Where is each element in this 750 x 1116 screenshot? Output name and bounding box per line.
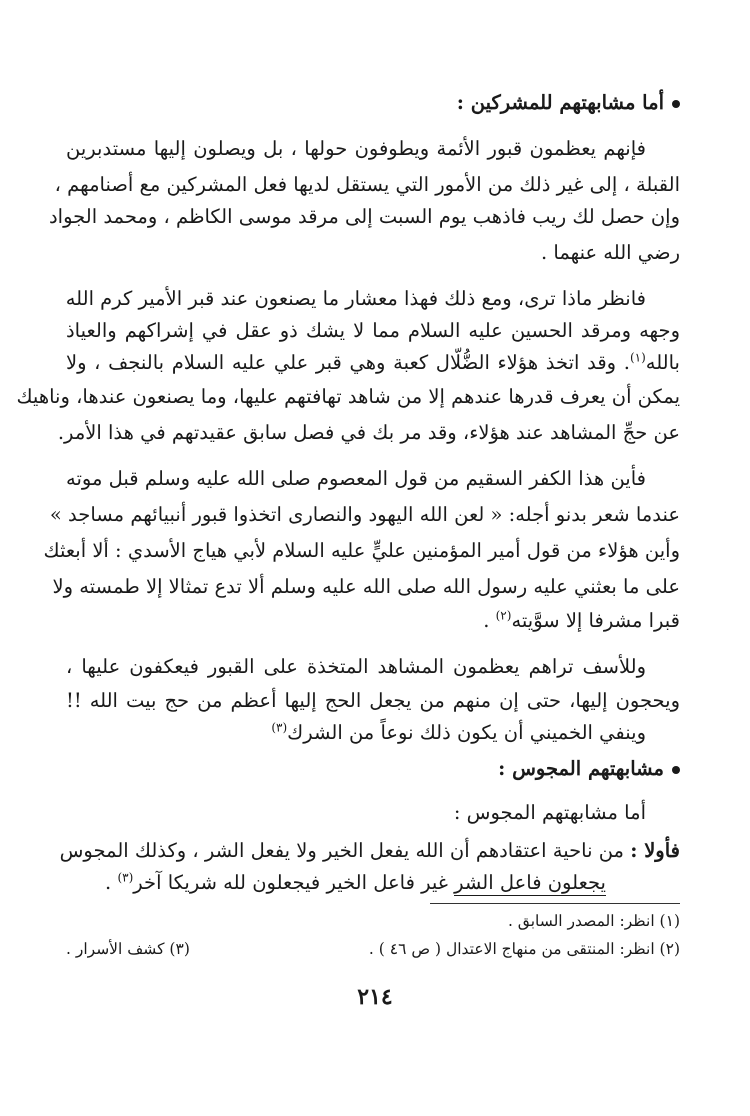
paragraph-line: فانظر ماذا ترى، ومع ذلك فهذا معشار ما يصنعون عند قبر الأمير كرم الله	[65, 287, 646, 310]
paragraph-line: وللأسف تراهم يعظمون المشاهد المتخذة على القبور فيعكفون عليها ،	[66, 655, 646, 678]
footnote-ref: (٣)	[271, 720, 288, 735]
text-span: غير فاعل الخير فيجعلون لله شريكا آخر	[133, 871, 455, 894]
section-heading-polytheists	[66, 90, 680, 116]
text-span: وينفي الخميني أن يكون ذلك نوعاً من الشرك	[287, 721, 646, 744]
bullet-icon	[672, 100, 680, 108]
paragraph-line: رضي الله عنهما .	[540, 241, 680, 264]
paragraph-line: وإن حصل لك ريب فاذهب يوم السبت إلى مرقد موسى الكاظم ، ومحمد الجواد	[49, 205, 680, 228]
paragraph-line: عن حجِّ المشاهد عند هؤلاء، وقد مر بك في فصل سابق عقيدتهم في هذا الأمر.	[57, 421, 680, 444]
paragraph-line: فإنهم يعظمون قبور الأئمة ويطوفون حولها ، بل ويصلون إليها مستدبرين	[66, 137, 646, 160]
text-span: بالله	[645, 351, 680, 374]
paragraph-line: يمكن أن يعرف قدرها عندهم إلا من شاهد تهافتهم عليها، وما يصنعون عندها، وناهيك	[16, 385, 680, 408]
paragraph-line: عندما شعر بدنو أجله: « لعن الله اليهود والنصارى اتخذوا قبور أنبيائهم مساجد »	[49, 503, 680, 526]
footnote-1: (١) انظر: المصدر السابق .	[507, 912, 680, 930]
paragraph-line	[66, 350, 680, 376]
text-span: قبرا مشرفا إلا سوَّيته	[511, 609, 680, 632]
paragraph-line	[59, 838, 680, 864]
text-span: من ناحية اعتقادهم أن الله يفعل الخير ولا يفعل الشر ، وكذلك المجوس	[59, 839, 624, 862]
underlined-text: يجعلون فاعل الشر	[454, 871, 606, 894]
text-span: .	[105, 871, 118, 894]
paragraph-line	[66, 870, 680, 896]
footnote-divider	[430, 903, 680, 904]
text-span: .	[483, 609, 496, 632]
footnote-ref: (٣)	[117, 870, 134, 885]
bullet-icon	[672, 766, 680, 774]
footnote-2: (٢) انظر: المنتقى من منهاج الاعتدال ( ص ٤٦ ) .	[368, 940, 680, 958]
paragraph-line: وجهه ومرقد الحسين عليه السلام مما لا يشك ذو عقل في إشراكهم والعياذ	[66, 319, 680, 342]
paragraph-line	[66, 608, 680, 634]
paragraph-line: القبلة ، إلى غير ذلك من الأمور التي يستقل لديها فعل المشركين مع أصنامهم ،	[54, 173, 680, 196]
paragraph-line: على ما بعثني عليه رسول الله صلى الله عليه وسلم ألا تدع تمثالا إلا طمسته ولا	[52, 575, 680, 598]
section-heading-magians	[66, 756, 680, 782]
footnote-ref: (٢)	[495, 608, 512, 623]
paragraph-line	[66, 720, 680, 746]
page-number: ٢١٤	[357, 984, 393, 1010]
heading-text: مشابهتهم المجوس :	[498, 757, 664, 780]
text-span: . وقد اتخذ هؤلاء الضُّلّال كعبة وهي قبر علي عليه السلام بالنجف ، ولا	[66, 351, 630, 374]
paragraph-line: أما مشابهتهم المجوس :	[453, 801, 646, 824]
first-point-label: فأولا :	[630, 839, 680, 862]
heading-text: أما مشابهتهم للمشركين :	[456, 91, 664, 114]
footnote-3: (٣) كشف الأسرار .	[66, 940, 190, 958]
paragraph-line: ويحجون إليها، حتى إن منهم من يجعل الحج إليها أعظم من حج بيت الله !!	[66, 689, 680, 712]
paragraph-line: وأين هؤلاء من قول أمير المؤمنين عليٍّ عليه السلام لأبي هياج الأسدي : ألا أبعثك	[43, 539, 680, 562]
paragraph-line: فأين هذا الكفر السقيم من قول المعصوم صلى الله عليه وسلم قبل موته	[66, 467, 646, 490]
footnote-ref: (١)	[629, 350, 646, 365]
